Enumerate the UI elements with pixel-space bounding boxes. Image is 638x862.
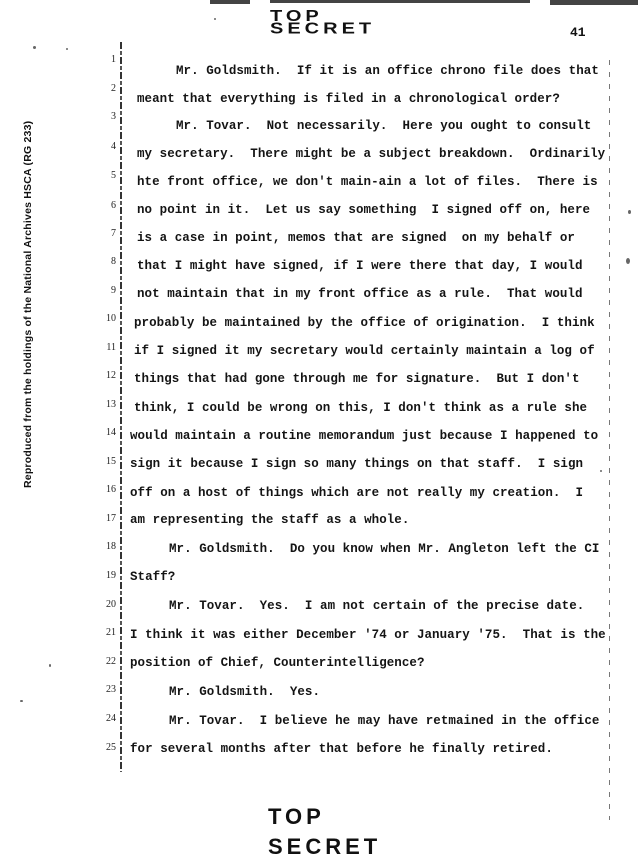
line-number: 1 — [111, 54, 116, 65]
line-number: 15 — [106, 456, 116, 467]
transcript-line: Mr. Tovar. Not necessarily. Here you ought to consult — [176, 119, 592, 133]
line-number: 9 — [111, 285, 116, 296]
line-number: 8 — [111, 256, 116, 267]
line-number: 4 — [111, 141, 116, 152]
page-number: 41 — [570, 25, 586, 40]
line-number: 6 — [111, 200, 116, 211]
transcript-line: Mr. Goldsmith. If it is an office chrono file does that — [176, 64, 599, 78]
transcript-line: that I might have signed, if I were there that day, I would — [137, 259, 583, 273]
line-number: 25 — [106, 742, 116, 753]
transcript-line: position of Chief, Counterintelligence? — [130, 656, 425, 670]
line-number: 12 — [106, 370, 116, 381]
transcript-line: Mr. Goldsmith. Do you know when Mr. Angleton left the CI — [169, 542, 600, 556]
transcript-line: is a case in point, memos that are signed on my behalf or — [137, 231, 575, 245]
line-number: 13 — [106, 399, 116, 410]
transcript-line: think, I could be wrong on this, I don't think as a rule she — [134, 401, 588, 415]
transcript-line: Mr. Goldsmith. Yes. — [169, 685, 321, 699]
line-number: 7 — [111, 228, 116, 239]
line-number: 21 — [106, 627, 116, 638]
transcript-line: not maintain that in my front office as a rule. That would — [137, 287, 583, 301]
transcript-line: things that had gone through me for signature. But I don't — [134, 372, 580, 386]
line-number: 3 — [111, 111, 116, 122]
transcript-line: Staff? — [130, 570, 176, 584]
line-number: 14 — [106, 427, 116, 438]
transcript-line: Mr. Tovar. I believe he may have retmained in the office — [169, 714, 600, 728]
line-number: 16 — [106, 484, 116, 495]
archive-reproduction-note: Reproduced from the holdings of the National Archives HSCA (RG 233) — [22, 120, 34, 488]
line-number: 18 — [106, 541, 116, 552]
transcript-line: Mr. Tovar. Yes. I am not certain of the precise date. — [169, 599, 585, 613]
line-number: 23 — [106, 684, 116, 695]
left-margin-rule — [120, 42, 122, 772]
line-number: 10 — [106, 313, 116, 324]
transcript-line: would maintain a routine memorandum just because I happened to — [130, 429, 599, 443]
transcript-line: probably be maintained by the office of origination. I think — [134, 316, 595, 330]
header-classification-stamp: TOP SECRET — [270, 7, 376, 38]
line-number: 19 — [106, 570, 116, 581]
line-number: 11 — [106, 342, 116, 353]
line-number: 24 — [106, 713, 116, 724]
line-number: 20 — [106, 599, 116, 610]
transcript-line: I think it was either December '74 or January '75. That is the — [130, 628, 606, 642]
transcript-line: sign it because I sign so many things on that staff. I sign — [130, 457, 584, 471]
transcript-line: if I signed it my secretary would certainly maintain a log of — [134, 344, 595, 358]
right-margin-rule — [609, 60, 610, 820]
transcript-line: hte front office, we don't main-ain a lot of files. There is — [137, 175, 598, 189]
transcript-line: meant that everything is filed in a chronological order? — [137, 92, 560, 106]
line-number: 5 — [111, 170, 116, 181]
transcript-line: off on a host of things which are not really my creation. I — [130, 486, 584, 500]
line-number: 22 — [106, 656, 116, 667]
transcript-line: no point in it. Let us say something I signed off on, here — [137, 203, 591, 217]
line-number: 2 — [111, 83, 116, 94]
line-number: 17 — [106, 513, 116, 524]
transcript-line: am representing the staff as a whole. — [130, 513, 410, 527]
transcript-line: my secretary. There might be a subject breakdown. Ordinarily — [137, 147, 606, 161]
transcript-line: for several months after that before he finally retired. — [130, 742, 553, 756]
footer-classification-stamp: TOP SECRET — [268, 804, 382, 859]
